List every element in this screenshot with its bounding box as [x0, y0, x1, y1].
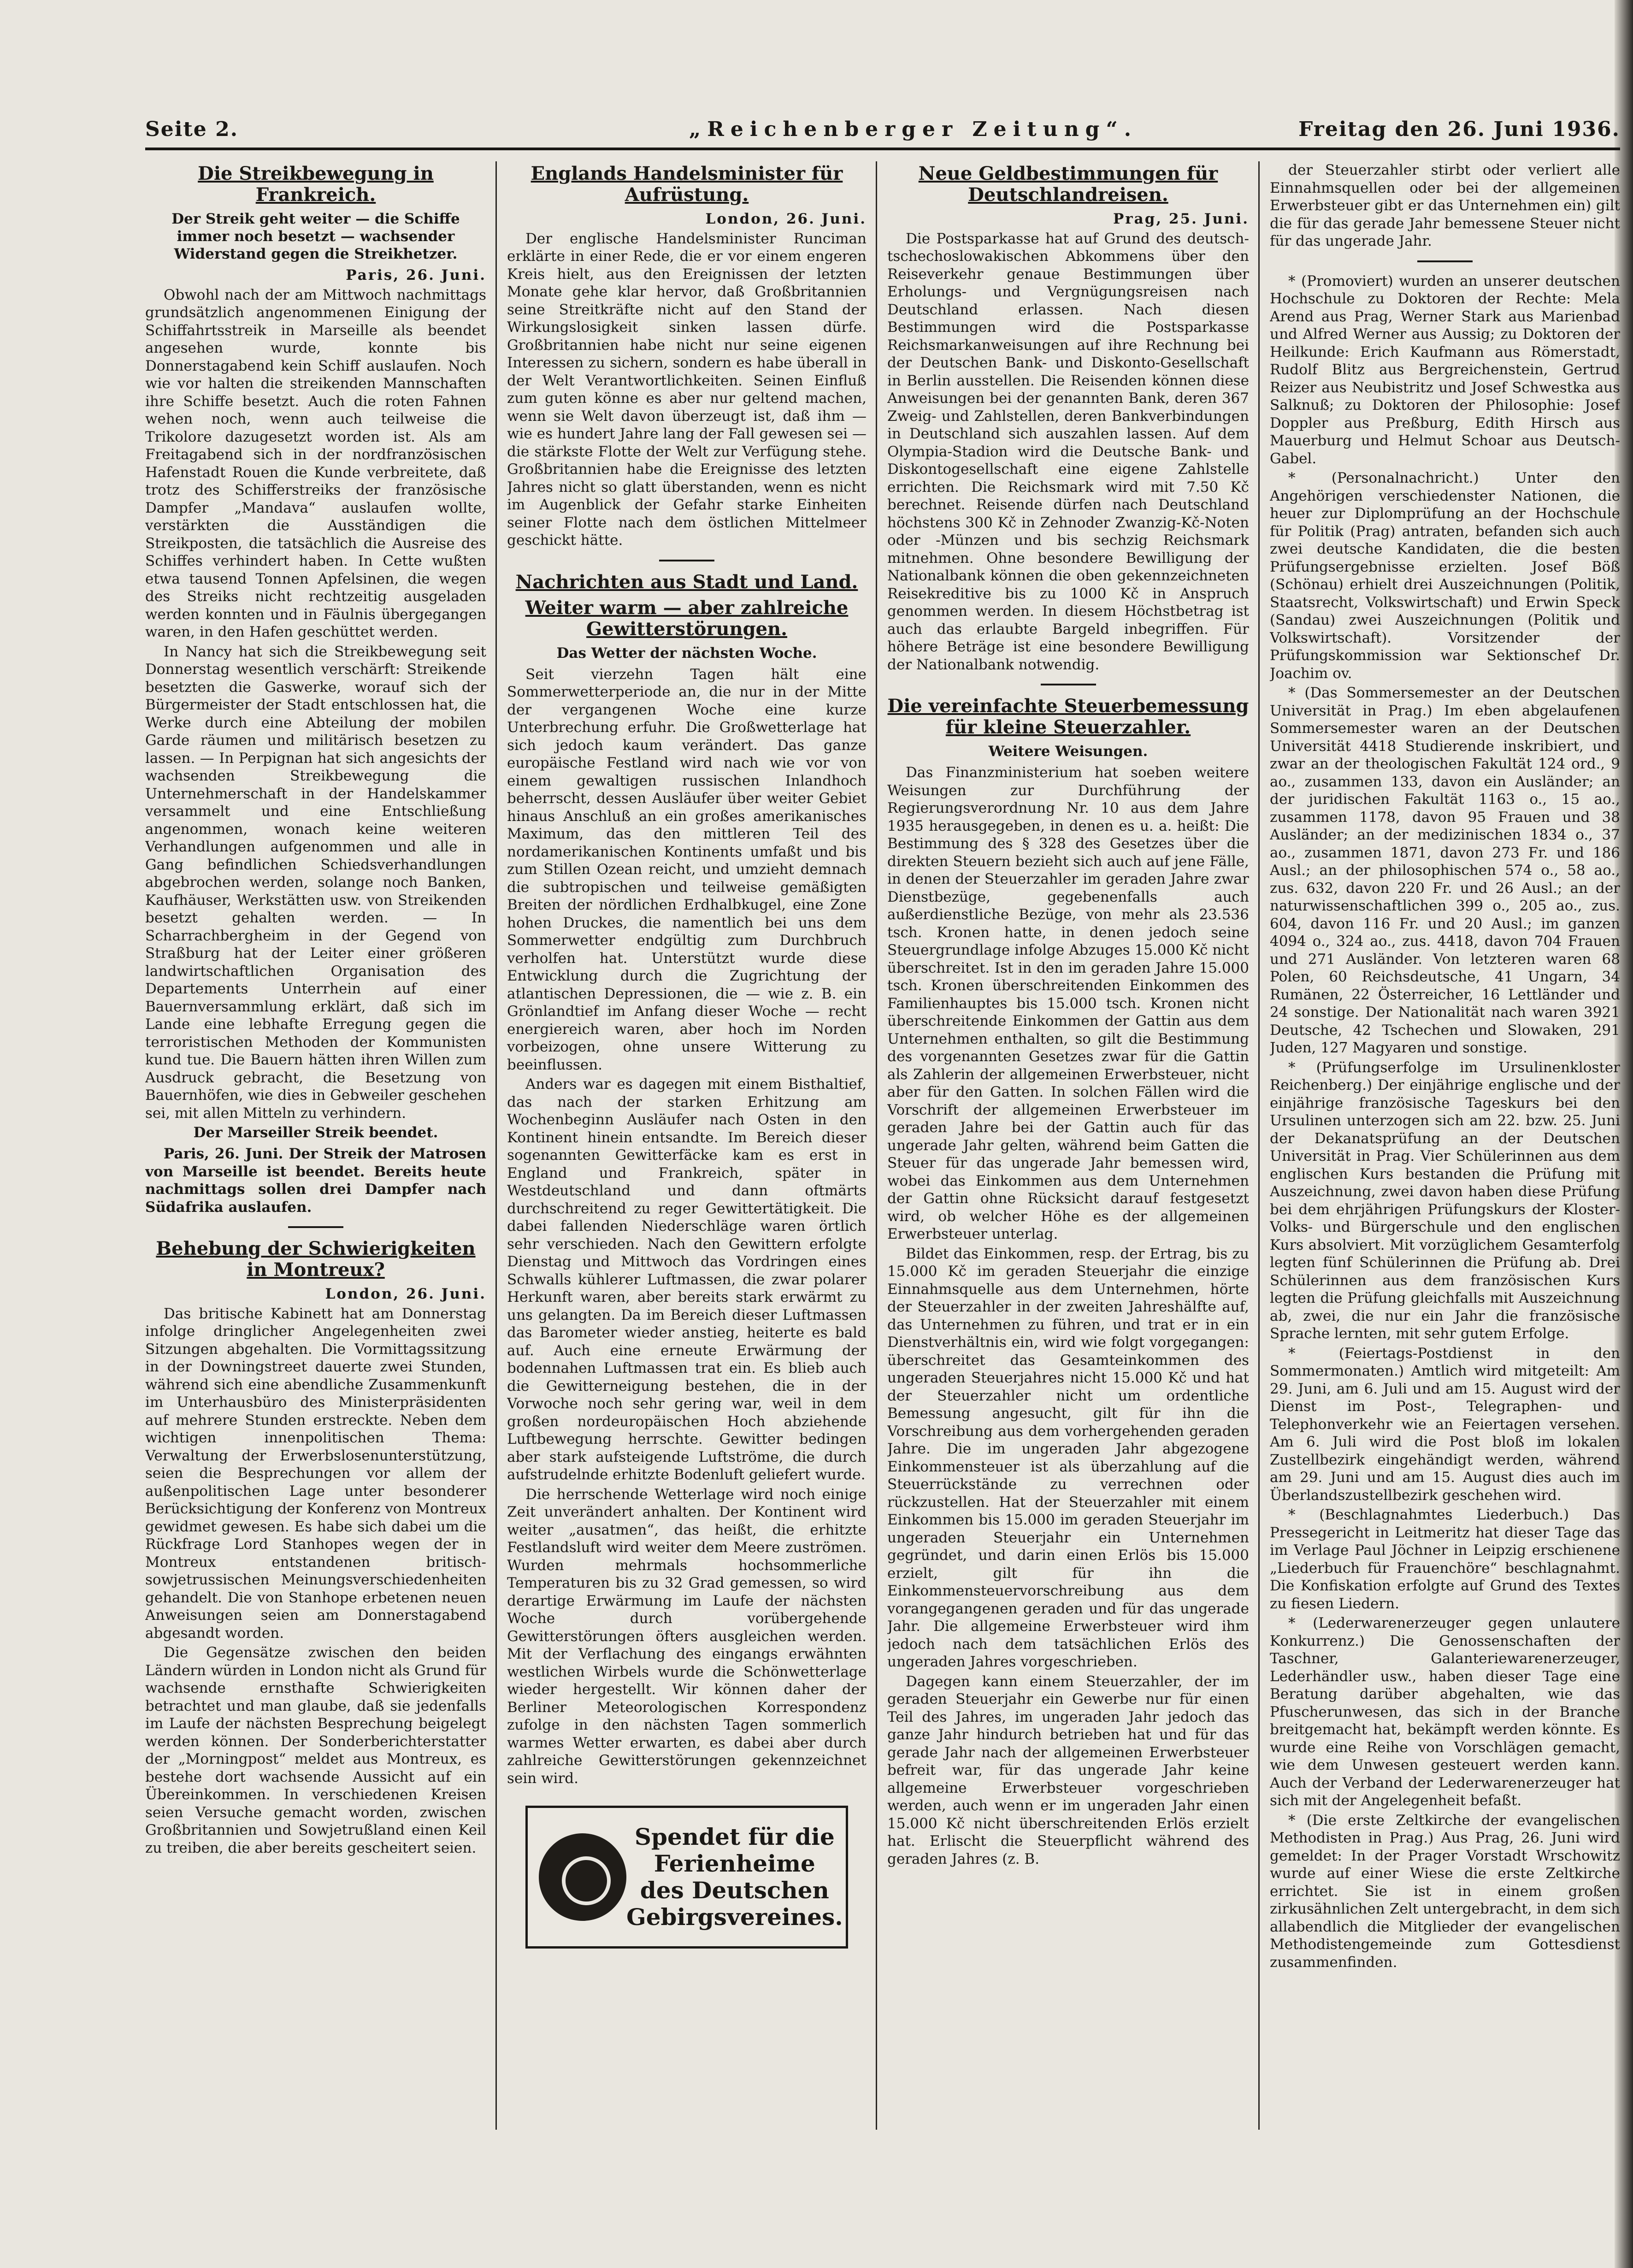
article-title: Englands Handelsminister für Aufrüstung. [531, 163, 843, 206]
newspaper-title: „Reichenberger Zeitung“. [689, 118, 1138, 141]
article-title: Die Streikbewegung in Frankreich. [198, 163, 434, 206]
paragraph: der Steuerzahler stirbt oder verliert alle Einnahmsquellen oder bei der allgemeinen Erwerbsteuer gibt er das Unternehmen ein) gilt die für das gerade Jahr bemessene Steuer nicht für das ungerade Jahr. [1270, 162, 1620, 249]
paragraph: Paris, 26. Juni. Der Streik der Matrosen von Marseille ist beendet. Bereits heute nachmittags sollen drei Dampfer nach Südafrika auslaufen. [145, 1146, 486, 1216]
paragraph: In Nancy hat sich die Streikbewegung seit Donnerstag wesentlich verschärft: Streikende besetzten die Gaswerke, worauf sich der Bürgermeister der Stadt entschlossen hat, die Werke durch eine Abteilung der mobilen Garde räumen und militärisch besetzen zu lassen. — In Perpignan hat sich angesichts der wachsenden Streikbewegung die Unternehmerschaft in der Handelskammer versammelt und eine Entschließung angenommen, wonach keine weiteren Verhandlungen aufgenommen und alle in Gang befindlichen Schiedsverhandlungen abgebrochen werden, solange noch Banken, Kaufhäuser, Werkstätten usw. von Streikenden besetzt gehalten werden. — In Scharrachbergheim in der Gegend von Straßburg hat der Leiter einer größeren landwirtschaftlichen Organisation des Departements Unterrhein auf einer Bauernversammlung erklärt, daß sich im Lande eine lebhafte Erregung gegen die terroristischen Methoden der Kommunisten kund tue. Die Bauern hätten ihren Willen zum Ausdruck gebracht, die Besetzung von Bauernhöfen, wie dies in Gebweiler geschehen sei, mit allen Mitteln zu verhindern. [145, 643, 486, 1122]
dateline: Prag, 25. Juni. [1113, 211, 1249, 227]
section-heading: Nachrichten aus Stadt und Land. [515, 571, 858, 593]
dateline: Paris, 26. Juni. [346, 267, 486, 284]
news-item: * (Feiertags-Postdienst in den Sommermonaten.) Amtlich wird mitgeteilt: Am 29. Juni, am 6. Juli und am 15. August wird der Dienst im Post-, Telegraphen- und Telephonverkehr wie an Feiertagen versehen. Am 6. Juli wird die Post bloß im lokalen Zustellbezirk eingehändigt werden, während am 29. Juni und am 15. August dies auch im Überlandszustellbezirk geschehen wird. [1270, 1345, 1620, 1504]
page-header [145, 118, 1620, 145]
paragraph: Die herrschende Wetterlage wird noch einige Zeit unverändert anhalten. Der Kontinent wird weiter „ausatmen“, das heißt, die erhitzte Festlandsluft wird weiter dem Meere zuströmen. Wurden mehrmals hochsommerliche Temperaturen bis zu 32 Grad gemessen, so wird derartige Erwärmung im Laufe der nächsten Woche durch vorübergehende Gewitterstörungen öfters ausgleichen werden. Mit der Verflachung des eingangs erwähnten westlichen Wirbels wurde die Schönwetterlage wieder hergestellt. Wir können daher der Berliner Meteorologischen Korrespondenz zufolge in den nächsten Tagen sommerlich warmes Wetter erwarten, es dabei aber durch zahlreiche Gewitterstörungen gekennzeichnet sein wird. [507, 1486, 867, 1787]
news-item: * (Die erste Zeltkirche der evangelischen Methodisten in Prag.) Aus Prag, 26. Juni wird gemeldet: In der Prager Vorstadt Wrschowitz wurde auf einer Wiese die erste Zeltkirche errichtet. Sie ist in einem großen zirkusähnlichen Zelt untergebracht, in dem sich allabendlich die Mitglieder der evangelischen Methodistengemeinde zum Gottesdienst zusammenfinden. [1270, 1812, 1620, 1971]
association-emblem-icon [539, 1833, 626, 1921]
paragraph: Der englische Handelsminister Runciman erklärte in einer Rede, die er vor einem engeren Kreis hielt, aus den Ereignissen der letzten Monate gehe klar hervor, daß Großbritannien seine Streitkräfte nicht auf den Stand der Wirkungslosigkeit sinken lassen dürfe. Großbritannien habe nicht nur seine eigenen Interessen zu sichern, sondern es habe überall in der Welt Verantwortlichkeiten. Seinen Einfluß zum guten könne es aber nur geltend machen, wenn sie Welt davon überzeugt ist, daß ihm — wie es hundert Jahre lang der Fall gewesen sei — die stärkste Flotte der Welt zur Verfügung stehe. Großbritannien habe die Ereignisse des letzten Jahres nicht so glatt überstanden, wenn es nicht im Augenblick der Gefahr starke Einheiten seiner Flotte nach dem östlichen Mittelmeer geschickt hätte. [507, 230, 867, 549]
paragraph: Die Gegensätze zwischen den beiden Ländern würden in London nicht als Grund für wachsende ernsthafte Schwierigkeiten betrachtet und man glaube, daß sie jedenfalls im Laufe der nächsten Besprechung beigelegt werden können. Der Sonderberichterstatter der „Morningpost“ meldet aus Montreux, es bestehe dort wachsende Aussicht auf ein Übereinkommen. In verschiedenen Kreisen seien Versuche gemacht worden, zwischen Großbritannien und Sowjetrußland einen Keil zu treiben, die aber bereits gescheitert seien. [145, 1644, 486, 1856]
news-item: * (Lederwarenerzeuger gegen unlautere Konkurrenz.) Die Genossenschaften der Taschner, Galanteriewarenerzeuger, Lederhändler usw., haben dieser Tage eine Beratung darüber abgehalten, wie das Pfuscherunwesen, das sich in der Branche breitgemacht hat, bekämpft werden könnte. Es wurde eine Reihe von Vorschlägen gemacht, wie dem Unwesen gesteuert werden kann. Auch der Verband der Lederwarenerzeuger hat sich mit der Angelegenheit befaßt. [1270, 1615, 1620, 1809]
news-item: * (Promoviert) wurden an unserer deutschen Hochschule zu Doktoren der Rechte: Mela Arend aus Prag, Werner Stark aus Marienbad und Alfred Werner aus Aussig; zu Doktoren der Heilkunde: Erich Kaufmann aus Römerstadt, Rudolf Blitz aus Bergreichenstein, Gertrud Reizer aus Neubistritz und Josef Schwestka aus Salknuß; zu Doktoren der Philosophie: Josef Doppler aus Preßburg, Edith Hirsch aus Mauerburg und Helmut Schoar aus Deutsch-Gabel. [1270, 272, 1620, 467]
ad-line: des Deutschen [640, 1877, 829, 1904]
paragraph: Bildet das Einkommen, resp. der Ertrag, bis zu 15.000 Kč im geraden Steuerjahr die einzige Einnahmsquelle aus dem Unternehmen, hörte der Steuerzahler in der zweiten Jahreshälfte auf, das Unternehmen zu führen, und trat er in ein Dienstverhältnis ein, wird wie folgt vorgegangen: überschreitet das Gesamteinkommen des ungeraden Steuerjahres nicht 15.000 Kč und hat der Steuerzahler nicht um ordentliche Bemessung angesucht, gilt für ihn die Vorschreibung aus dem vorhergehenden geraden Jahre. Die im ungeraden Jahr abgezogene Einkommensteuer ist als überzahlung auf die Steuerrückstände zu verrechnen oder rückzustellen. Hat der Steuerzahler mit einem Einkommen bis 15.000 im geraden Steuerjahr im ungeraden Steuerjahr ein Unternehmen gegründet, und darin einen Erlös bis 15.000 erzielt, gilt für ihn die Einkommensteuervorschreibung aus dem vorangegangenen geraden und für das ungerade Jahr. Die allgemeine Erwerbsteuer wird ihm jedoch nach dem tatsächlichen Erlös des ungeraden Jahres vorgeschrieben. [887, 1245, 1249, 1670]
separator [288, 1226, 343, 1228]
news-item: * (Personalnachricht.) Unter den Angehörigen verschiedenster Nationen, die heuer zur Diplomprüfung an der Hochschule für Politik (Prag) antraten, befanden sich auch zwei deutsche Kandidaten, die die besten Prüfungsergebnisse erzielten. Josef Böß (Schönau) erhielt drei Auszeichnungen (Politik, Staatsrecht, Volkswirtschaft) und Erwin Speck (Sandau) zwei Auszeichnungen (Politik und Volkswirtschaft). Vorsitzender der Prüfungskommission war Sektionschef Dr. Joachim ov. [1270, 470, 1620, 682]
page-number: Seite 2. [145, 118, 239, 141]
ad-line: Ferienheime [654, 1850, 815, 1877]
advertisement-text [626, 1824, 843, 1931]
issue-date: Freitag den 26. Juni 1936. [1298, 118, 1620, 141]
separator [1041, 684, 1096, 685]
article-title: Weiter warm — aber zahlreiche Gewitterstörungen. [525, 597, 849, 640]
paragraph: Das britische Kabinett hat am Donnerstag infolge dringlicher Angelegenheiten zwei Sitzungen abgehalten. Die Vormittagssitzung in der Downingstreet dauerte zwei Stunden, während sich eine abendliche Zusammenkunft im Unterhausbüro des Ministerpräsidenten auf mehrere Stunden erstreckte. Neben dem wichtigen innenpolitischen Thema: Verwaltung der Erwerbslosenunterstützung, seien die Besprechungen vor allem der außenpolitischen Lage unter besonderer Berücksichtigung der Konferenz von Montreux gewidmet gewesen. Es habe sich dabei um die Rückfrage Lord Stanhopes wegen der in Montreux entstandenen britisch-sowjetrussischen Meinungsverschiedenheiten gehandelt. Die von Stanhope erbetenen neuen Anweisungen seien am Donnerstagabend abgesandt worden. [145, 1305, 486, 1642]
article-title: Die vereinfachte Steuerbemessung für kleine Steuerzahler. [887, 695, 1249, 738]
paragraph: Seit vierzehn Tagen hält eine Sommerwetterperiode an, die nur in der Mitte der vergangenen Woche eine kurze Unterbrechung erfuhr. Die Großwetterlage hat sich jedoch kaum verändert. Das ganze europäische Festland wird nach wie vor von einem gewaltigen russischen Inlandhoch beherrscht, dessen Ausläufer über weiter Gebiet hinaus Anschluß an ein großes amerikanisches Maximum, das den mittleren Teil des nordamerikanischen Kontinents umfaßt und bis zum Stillen Ozean reicht, und umzieht demnach die subtropischen und teilweise gemäßigten Breiten der nördlichen Erdhalbkugel, eine Zone hohen Druckes, die namentlich bei uns dem Sommerwetter endgültig zum Durchbruch verholfen hat. Unterstützt wurde diese Entwicklung durch die Zugrichtung der atlantischen Depressionen, die — wie z. B. ein Grönlandtief im Anfang dieser Woche — recht energiereich waren, aber hoch im Norden vorbeizogen, ohne unsere Witterung zu beeinflussen. [507, 666, 867, 1073]
ad-line: Spendet für die [634, 1823, 835, 1850]
paragraph: Das Finanzministerium hat soeben weitere Weisungen zur Durchführung der Regierungsverordnung Nr. 10 aus dem Jahre 1935 herausgegeben, in denen es u. a. heißt: Die Bestimmung des § 328 des Gesetzes über die direkten Steuern bezieht sich auch auf jene Fälle, in denen der Steuerzahler im geraden Jahre zwar Dienstbezüge, gegebenenfalls auch außerdienstliche Bezüge, von mehr als 23.536 tsch. Kronen hatte, in denen jedoch seine Steuergrundlage infolge Abzuges 15.000 Kč nicht überschreitet. Ist in den im geraden Jahre 15.000 tsch. Kronen überschreitenden Einkommen des Familienhauptes bis 15.000 tsch. Kronen nicht überschreitende Einkommen der Gattin aus dem Unternehmen enthalten, so gilt die Bestimmung des vorgenannten Gesetzes zwar für die Gattin als Zahlerin der allgemeinen Erwerbsteuer, nicht aber für den Gatten. In solchen Fällen wird die Vorschrift der allgemeinen Erwerbsteuer im geraden Jahre bei der Gattin auch für das ungerade Jahr gelten, während beim Gatten die Steuer für das ungerade Jahr bemessen wird, wobei das Einkommen aus dem Unternehmen der Gattin ohne Rücksicht darauf festgesetzt wird, ob welcher Höhe es der allgemeinen Erwerbsteuer unterlag. [887, 764, 1249, 1242]
news-item: * (Prüfungserfolge im Ursulinenkloster Reichenberg.) Der einjährige englische und der einjährige französische Tageskurs bei den Ursulinen unterzogen sich am 22. bzw. 25. Juni der Dekanatsprüfung an der Deutschen Universität in Prag. Vier Schülerinnen aus dem englischen Kurs bestanden die Prüfung mit Auszeichnung, zwei davon haben diese Prüfung bei dem ehrjährigen Prüfungskurs der Kloster-Volks- und Bürgerschule und den englischen Kurs absolviert. Mit vorzüglichem Gesamterfolg legten fünf Schülerinnen die Prüfung ab. Drei Schülerinnen aus dem französischen Kurs legten die Prüfung gleichfalls mit Auszeichnung ab, zwei, die nur ein Jahr die französische Sprache lernten, mit sehr gutem Erfolge. [1270, 1059, 1620, 1342]
dateline: London, 26. Juni. [705, 211, 867, 227]
advertisement-box [525, 1806, 848, 1949]
column-1 [145, 161, 486, 2190]
article-subtitle: Das Wetter der nächsten Woche. [556, 644, 817, 662]
news-item: * (Beschlagnahmtes Liederbuch.) Das Pressegericht in Leitmeritz hat dieser Tage das im Verlage Paul Jöchner in Leipzig erschienene „Liederbuch für Frauenchöre“ beschlagnahmt. Die Konfiskation erfolgte auf Grund des Textes zu fiesen Liedern. [1270, 1506, 1620, 1612]
column-divider [1258, 161, 1260, 2130]
separator [659, 560, 714, 561]
column-divider [876, 161, 877, 2130]
header-rule [145, 148, 1620, 150]
article-subheading: Der Marseiller Streik beendet. [193, 1124, 438, 1141]
paragraph: Dagegen kann einem Steuerzahler, der im geraden Steuerjahr ein Gewerbe nur für einen Teil des Jahres, im ungeraden Jahr jedoch das ganze Jahr hindurch betrieben hat und für das gerade Jahr nach der allgemeinen Erwerbsteuer befreit war, für das ungerade Jahr keine allgemeine Erwerbsteuer vorgeschrieben werden, auch wenn er im ungeraden Jahr einen 15.000 Kč nicht überschreitenden Erlös erzielt hat. Erlischt die Steuerpflicht während des geraden Jahres (z. B. [887, 1673, 1249, 1867]
column-4 [1270, 161, 1620, 2190]
article-title: Behebung der Schwierigkeiten in Montreux? [156, 1238, 476, 1281]
paragraph: Anders war es dagegen mit einem Bisthaltief, das nach der starken Erhitzung am Wochenbeginn Ausläufer nach Osten in den Kontinent hinein entsandte. Im Bereich dieser sogenannten Gewitterfäcke kam es erst in England und Frankreich, später in Westdeutschland und dann oftmärts durchschreitend zu reger Gewittertätigkeit. Die dabei fallenden Niederschläge waren örtlich sehr verschieden. Nach den Gewittern erfolgte Dienstag und Mittwoch das Vordringen eines Schwalls kühlerer Luftmassen, die zwar polarer Herkunft waren, aber bereits stark erwärmt zu uns gelangten. Da im Bereich dieser Luftmassen das Barometer wieder anstieg, heiterte es bald auf. Auch eine erneute Erwärmung der bodennahen Luftmassen trat ein. Es blieb auch die Gewitterneigung bestehen, die in der Vorwoche noch sehr gering war, weil in dem großen nordeuropäischen Hoch abziehende Luftbewegung herrschte. Gewitter bedingen aber stark aufsteigende Luftströme, die durch aufstrudelnde erhitzte Bodenluft geliefert wurde. [507, 1076, 867, 1483]
article-title: Neue Geldbestimmungen für Deutschlandreisen. [918, 163, 1218, 206]
column-divider [495, 161, 497, 2130]
column-2 [507, 161, 867, 2190]
ad-line: Gebirgsvereines. [626, 1903, 843, 1931]
paragraph: Die Postsparkasse hat auf Grund des deutsch-tschechoslowakischen Abkommens über den Reiseverkehr genaue Bestimmungen über Erholungs- und Vergnügungsreisen nach Deutschland erlassen. Nach diesen Bestimmungen wird die Postsparkasse Reichsmarkanweisungen auf ihre Rechnung bei der Deutschen Bank- und Diskonto-Gesellschaft in Berlin ausstellen. Die Reisenden können diese Anweisungen bei der genannten Bank, deren 367 Zweig- und Zahlstellen, deren Bankverbindungen in Deutschland sich auszahlen lassen. Auf dem Olympia-Stadion wird die Deutsche Bank- und Diskontogesellschaft eine eigene Zahlstelle errichten. Die Reichsmark wird mit 7.50 Kč berechnet. Reisende dürfen nach Deutschland höchstens 300 Kč in Zehnoder Zwanzig-Kč-Noten oder -Münzen und bis sechzig Reichsmark mitnehmen. Ohne besondere Bewilligung der Nationalbank können die oben gekennzeichneten Reisekreditive bis zu 1000 Kč in Anspruch genommen werden. In diesem Höchstbetrag ist auch das erlaubte Bargeld inbegriffen. Für höhere Beträge ist eine besondere Bewilligung der Nationalbank notwendig. [887, 230, 1249, 673]
article-subtitle: Der Streik geht weiter — die Schiffe immer noch besetzt — wachsender Widerstand gegen die Streikhetzer. [171, 211, 460, 262]
separator [1417, 260, 1473, 262]
column-3 [887, 161, 1249, 2190]
article-subtitle: Weitere Weisungen. [988, 743, 1148, 760]
news-item: * (Das Sommersemester an der Deutschen Universität in Prag.) Im eben abgelaufenen Sommersemester waren an der Deutschen Universität 4418 Studierende inskribiert, und zwar an der theologischen Fakultät 124 ord., 9 ao., zusammen 133, davon ein Ausländer; an der juridischen Fakultät 1163 o., 15 ao., zusammen 1178, davon 95 Frauen und 38 Ausländer; an der medizinischen 1834 o., 37 ao., zusammen 1871, davon 273 Fr. und 186 Ausl.; an der philosophischen 574 o., 58 ao., zus. 632, davon 220 Fr. und 26 Ausl.; an der naturwissenschaftlichen 399 o., 205 ao., zus. 604, davon 116 Fr. und 20 Ausl.; im ganzen 4094 o., 324 ao., zus. 4418, davon 704 Frauen und 271 Ausländer. Von letzteren waren 68 Polen, 60 Reichsdeutsche, 41 Ungarn, 34 Rumänen, 22 Österreicher, 16 Lettländer und 24 sonstige. Der Nationalität nach waren 3921 Deutsche, 42 Tschechen und Slowaken, 291 Juden, 127 Magyaren und sonstige. [1270, 685, 1620, 1056]
dateline: London, 26. Juni. [325, 1286, 486, 1302]
paragraph: Obwohl nach der am Mittwoch nachmittags grundsätzlich angenommenen Einigung der Schiffahrtsstreik in Marseille als beendet angesehen wurde, konnte bis Donnerstagabend kein Schiff auslaufen. Noch wie vor halten die streikenden Mannschaften ihre Schiffe besetzt. Auch die roten Fahnen wehen noch, wenn auch teilweise die Trikolore dazugesetzt worden ist. Als am Freitagabend sich in der nordfranzösischen Hafenstadt Rouen die Kunde verbreitete, daß trotz des Schifferstreiks der französische Dampfer „Mandava“ auslaufen wollte, verstärkten die Ausständigen die Streikposten, die tatsächlich die Ausreise des Schiffes verhindert haben. In Cette wußten etwa tausend Tonnen Apfelsinen, die wegen des Streiks nicht rechtzeitig ausgeladen werden konnten und in Fäulnis übergegangen waren, in den Hafen geschüttet werden. [145, 286, 486, 640]
